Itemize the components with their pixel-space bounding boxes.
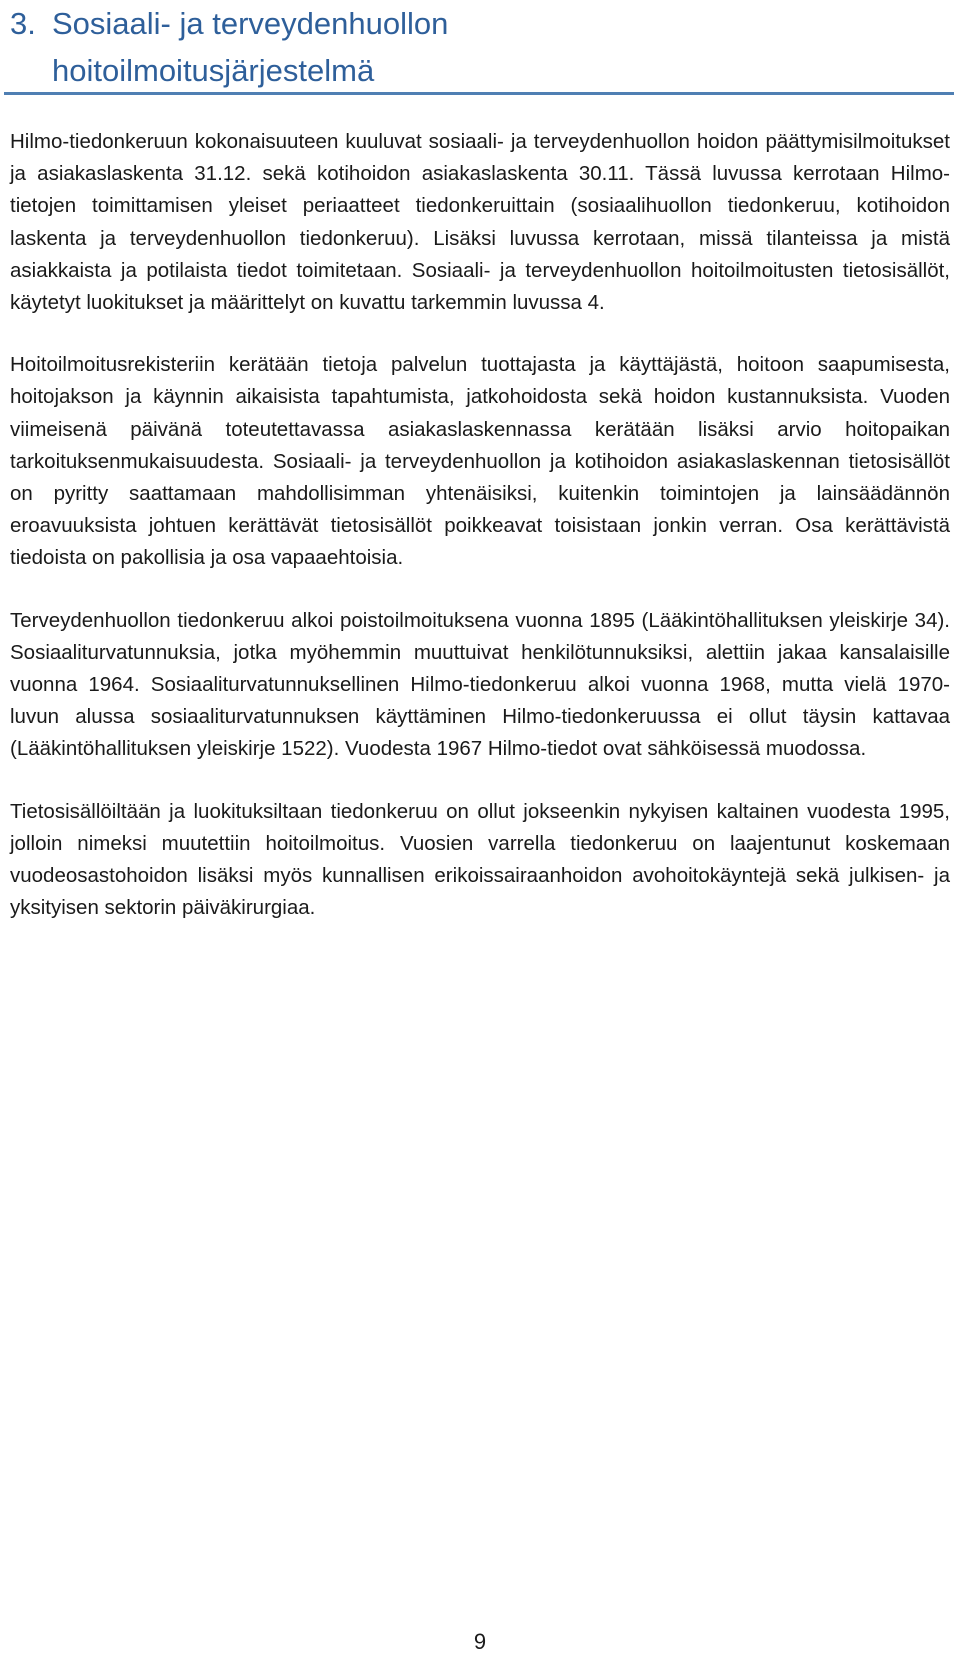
chapter-body bbox=[10, 126, 950, 954]
chapter-title-line-2: hoitoilmoitusjärjestelmä bbox=[52, 53, 375, 88]
chapter-number: 3. bbox=[10, 6, 36, 41]
heading-divider bbox=[4, 92, 954, 95]
chapter-title-line-1: Sosiaali- ja terveydenhuollon bbox=[52, 6, 449, 41]
paragraph-2: Hoitoilmoitusrekisteriin kerätään tietoja palvelun tuottajasta ja käyttäjästä, hoitoon saapumisesta, hoitojakson ja käynnin aikaisista tapahtumista, jatkohoidosta sekä hoidon kustannuksista. Vuoden viimeisenä päivänä toteutettavassa asiakaslaskennassa kerätään lisäksi arvio hoitopaikan tarkoituksenmukaisuudesta. Sosiaali- ja terveydenhuollon ja kotihoidon asiakaslaskennan tietosisällöt on pyritty saattamaan mahdollisimman yhtenäisiksi, kuitenkin toimintojen ja lainsäädännön eroavuuksista johtuen kerättävät tietosisällöt poikkeavat toisistaan jonkin verran. Osa kerättävistä tiedoista on pakollisia ja osa vapaaehtoisia. bbox=[10, 353, 950, 570]
paragraph-3: Terveydenhuollon tiedonkeruu alkoi poistoilmoituksena vuonna 1895 (Lääkintöhallituksen yleiskirje 34). Sosiaaliturvatunnuksia, jotka myöhemmin muuttuivat henkilötunnuksiksi, alettiin jakaa kansalaisille vuonna 1964. Sosiaaliturvatunnuksellinen Hilmo-tiedonkeruu alkoi vuonna 1968, mutta vielä 1970-luvun alussa sosiaaliturvatunnuksen käyttäminen Hilmo-tiedonkeruussa ei ollut täysin kattavaa (Lääkintöhallituksen yleiskirje 1522). Vuodesta 1967 Hilmo-tiedot ovat sähköisessä muodossa. bbox=[10, 608, 950, 761]
paragraph-4: Tietosisällöiltään ja luokituksiltaan tiedonkeruu on ollut jokseenkin nykyisen kaltainen vuodesta 1995, jolloin nimeksi muutettiin hoitoilmoitus. Vuosien varrella tiedonkeruu on laajentunut koskemaan vuodeosastohoidon lisäksi myös kunnallisen erikoissairaanhoidon avohoitokäyntejä sekä julkisen- ja yksityisen sektorin päiväkirurgiaa. bbox=[10, 799, 950, 920]
paragraph-1: Hilmo-tiedonkeruun kokonaisuuteen kuuluvat sosiaali- ja terveydenhuollon hoidon päättymisilmoitukset ja asiakaslaskenta 31.12. sekä kotihoidon asiakaslaskenta 30.11. Tässä luvussa kerrotaan Hilmo-tietojen toimittamisen yleiset periaatteet tiedonkeruittain (sosiaalihuollon tiedonkeruu, kotihoidon laskenta ja terveydenhuollon tiedonkeruu). Lisäksi luvussa kerrotaan, missä tilanteissa ja mistä asiakkaista ja potilaista tiedot toimitetaan. Sosiaali- ja terveydenhuollon hoitoilmoitusten tietosisällöt, käytetyt luokitukset ja määrittelyt on kuvattu tarkemmin luvussa 4. bbox=[10, 130, 950, 315]
page-number: 9 bbox=[473, 1629, 487, 1654]
chapter-heading bbox=[10, 0, 950, 94]
